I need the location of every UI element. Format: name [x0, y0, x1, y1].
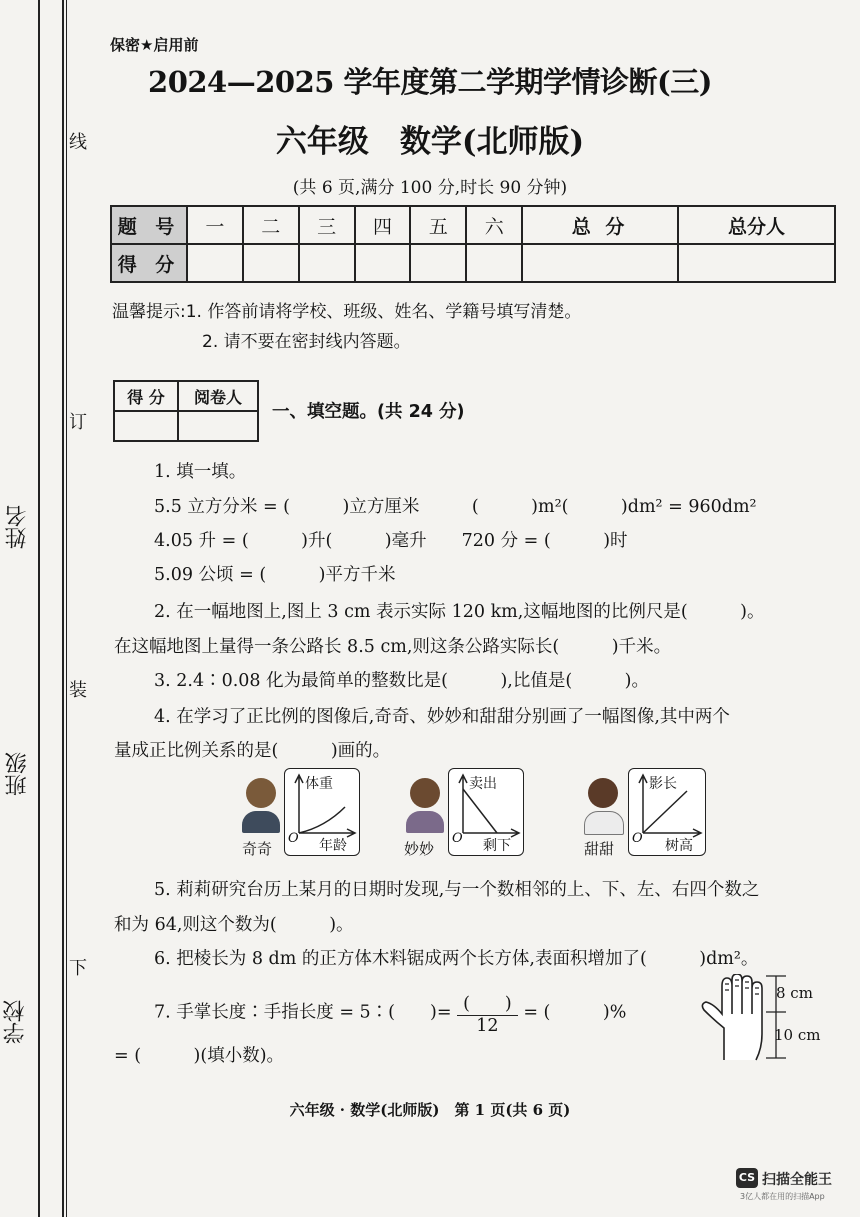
question-5b: 和为 64,则这个数为( )。: [114, 915, 354, 935]
scanner-watermark: [736, 1166, 856, 1206]
question-4a: 4. 在学习了正比例的图像后,奇奇、妙妙和甜甜分别画了一幅图像,其中两个: [154, 707, 730, 727]
question-3: 3. 2.4∶0.08 化为最简单的整数比是( ),比值是( )。: [154, 671, 649, 691]
section-heading: 一、填空题。(共 24 分): [272, 402, 465, 422]
question-1c: 5.09 公顷 = ( )平方千米: [154, 565, 396, 585]
graph-line: [643, 791, 687, 833]
question-4b: 量成正比例关系的是( )画的。: [114, 741, 391, 761]
question-2a: 2. 在一幅地图上,图上 3 cm 表示实际 120 km,这幅地图的比例尺是( )。: [154, 602, 765, 622]
score-entry[interactable]: [355, 244, 411, 282]
margin-xia: 下: [66, 958, 87, 976]
graph-y-label: 卖出: [469, 776, 497, 792]
tip-line-1: 温馨提示:1. 作答前请将学校、班级、姓名、学籍号填写清楚。: [112, 302, 582, 322]
question-6: 6. 把棱长为 8 dm 的正方体木料锯成两个长方体,表面积增加了( )dm²。: [154, 949, 759, 969]
miaomiao-avatar: [410, 778, 440, 808]
graph-panel: [628, 768, 706, 856]
graph-name: 妙妙: [404, 840, 435, 858]
page-footer: 六年级 · 数学(北师版) 第 1 页(共 6 页): [289, 1101, 571, 1119]
score-entry[interactable]: [187, 244, 243, 282]
score-entry[interactable]: [114, 411, 178, 441]
score-table-score-row: [111, 244, 835, 282]
table-cell: 四: [355, 206, 411, 244]
fraction-denominator: 12: [476, 1016, 499, 1036]
graph-y-label: 影长: [649, 776, 677, 792]
scanner-tagline: 3亿人都在用的扫描App: [740, 1192, 825, 1201]
qiqi-avatar: [246, 778, 276, 808]
graph-x-label: 树高: [665, 838, 693, 854]
question-7c: = ( )(填小数)。: [114, 1046, 285, 1066]
miaomiao-body: [406, 811, 444, 833]
score-entry[interactable]: [299, 244, 355, 282]
table-cell: 五: [410, 206, 466, 244]
graph-origin: O: [288, 831, 299, 846]
margin-xian: 线: [66, 132, 87, 150]
table-cell: 二: [243, 206, 299, 244]
graph-origin: O: [632, 831, 643, 846]
score-table-header-row: [111, 206, 835, 244]
question-2b: 在这幅地图上量得一条公路长 8.5 cm,则这条公路实际长( )千米。: [114, 637, 672, 657]
table-cell: 总分人: [678, 206, 835, 244]
table-cell: 三: [299, 206, 355, 244]
tiantian-avatar: [588, 778, 618, 808]
graph-panel: [448, 768, 524, 856]
graph-origin: O: [452, 831, 463, 846]
score-entry[interactable]: [243, 244, 299, 282]
qiqi-body: [242, 811, 280, 833]
q7-percent-text: = ( )%: [523, 1002, 627, 1023]
margin-ding: 订: [66, 412, 87, 430]
graph-x-label: 年龄: [319, 838, 347, 854]
table-cell: 六: [466, 206, 522, 244]
tip-line-2: 2. 请不要在密封线内答题。: [202, 332, 411, 352]
margin-school-label: 学校: [3, 1000, 28, 1044]
finger-length-label: 8 cm: [776, 984, 813, 1002]
q7-ratio-text: 7. 手掌长度∶手指长度 = 5∶( )=: [154, 1002, 452, 1023]
question-1a: 5.5 立方分米 = ( )立方厘米 ( )m²( )dm² = 960dm²: [154, 497, 757, 517]
score-entry[interactable]: [178, 411, 258, 441]
hand-illustration: [696, 974, 836, 1064]
score-entry[interactable]: [678, 244, 835, 282]
table-cell: 得 分: [114, 381, 178, 411]
graph-line: [463, 789, 497, 833]
table-cell: 一: [187, 206, 243, 244]
score-entry[interactable]: [522, 244, 678, 282]
hand-icon: [696, 974, 836, 1064]
graph-name: 甜甜: [584, 840, 615, 858]
q7-fraction: [457, 990, 518, 1036]
table-cell: 得 分: [111, 244, 187, 282]
score-table: [110, 205, 836, 283]
graph-x-label: 剩下: [483, 838, 511, 854]
graph-line: [299, 807, 345, 833]
exam-title: 2024—2025 学年度第二学期学情诊断(三): [148, 65, 712, 99]
scanner-logo-icon: CS: [736, 1168, 758, 1188]
question-1: 1. 填一填。: [154, 462, 247, 482]
tiantian-body: [584, 811, 624, 835]
fraction-numerator: ( ): [457, 990, 518, 1016]
graph-panel: [284, 768, 360, 856]
question-7a: [154, 990, 626, 1036]
question-1b: 4.05 升 = ( )升( )毫升 720 分 = ( )时: [154, 531, 628, 551]
grader-table: [113, 380, 259, 442]
scanner-brand: 扫描全能王: [762, 1172, 832, 1188]
exam-info: (共 6 页,满分 100 分,时长 90 分钟): [292, 178, 568, 198]
graph-name: 奇奇: [242, 840, 273, 858]
score-entry[interactable]: [410, 244, 466, 282]
score-entry[interactable]: [466, 244, 522, 282]
table-cell: 总 分: [522, 206, 678, 244]
palm-length-label: 10 cm: [774, 1026, 821, 1044]
exam-subtitle: 六年级 数学(北师版): [275, 124, 585, 160]
margin-name-label: 姓名: [5, 505, 30, 549]
margin-class-label: 班级: [5, 752, 30, 796]
question-5a: 5. 莉莉研究台历上某月的日期时发现,与一个数相邻的上、下、左、右四个数之: [154, 880, 760, 900]
margin-zhuang: 装: [66, 680, 87, 698]
graph-y-label: 体重: [305, 776, 333, 792]
confidential-label: 保密★启用前: [110, 36, 199, 54]
table-cell: 题 号: [111, 206, 187, 244]
table-cell: 阅卷人: [178, 381, 258, 411]
